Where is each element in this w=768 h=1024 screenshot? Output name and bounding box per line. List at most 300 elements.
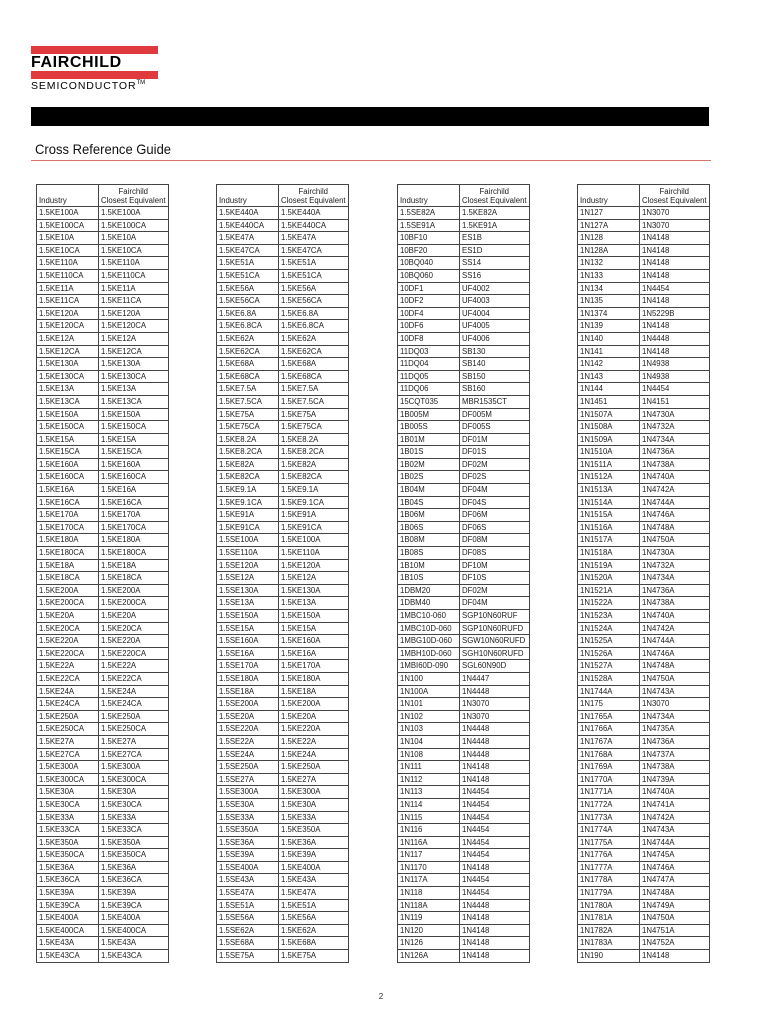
- table-row: [578, 874, 710, 887]
- fairchild-equivalent-cell: 1N4749A: [640, 899, 710, 912]
- table-row: [37, 937, 169, 950]
- fairchild-equivalent-cell: 1N4743A: [640, 824, 710, 837]
- table-row: [578, 534, 710, 547]
- fairchild-equivalent-cell: 1.5KE9.1A: [279, 484, 349, 497]
- fairchild-equivalent-cell: 1.5KE10A: [99, 232, 169, 245]
- industry-part-cell: 1.5KE7.5A: [217, 383, 279, 396]
- industry-part-cell: 1.5SE24A: [217, 748, 279, 761]
- industry-part-cell: 1N1768A: [578, 748, 640, 761]
- fairchild-equivalent-cell: 1N4148: [640, 244, 710, 257]
- table-row: [217, 559, 349, 572]
- table-row: [37, 521, 169, 534]
- industry-part-cell: 1.5KE120A: [37, 307, 99, 320]
- table-row: [578, 484, 710, 497]
- table-row: [578, 458, 710, 471]
- table-row: [398, 887, 530, 900]
- industry-part-cell: 1N102: [398, 710, 460, 723]
- page-number: 2: [378, 992, 384, 1001]
- industry-part-cell: 1.5KE16A: [37, 484, 99, 497]
- industry-part-cell: 1.5KE16CA: [37, 496, 99, 509]
- table-row: [578, 332, 710, 345]
- table-row: [398, 433, 530, 446]
- fairchild-equivalent-cell: 1.5KE160A: [279, 635, 349, 648]
- fairchild-equivalent-cell: 1.5KE440CA: [279, 219, 349, 232]
- table-row: [217, 861, 349, 874]
- table-row: [37, 861, 169, 874]
- industry-part-cell: 1N1514A: [578, 496, 640, 509]
- fairchild-equivalent-cell: 1.5KE250CA: [99, 723, 169, 736]
- fairchild-equivalent-cell: 1.5KE350A: [99, 836, 169, 849]
- industry-part-cell: 1.5KE250A: [37, 710, 99, 723]
- industry-part-cell: 1N127: [578, 207, 640, 220]
- fairchild-equivalent-cell: 1N4739A: [640, 773, 710, 786]
- fairchild-equivalent-cell: 1N4746A: [640, 509, 710, 522]
- table-row: [37, 735, 169, 748]
- industry-part-cell: 1.5KE36CA: [37, 874, 99, 887]
- fairchild-equivalent-cell: 1.5KE15A: [279, 622, 349, 635]
- industry-part-cell: 1.5SE33A: [217, 811, 279, 824]
- header-line-fairchild: Fairchild: [479, 187, 510, 196]
- industry-part-cell: 1N117: [398, 849, 460, 862]
- industry-part-cell: 1.5KE20A: [37, 610, 99, 623]
- fairchild-equivalent-cell: 1N4732A: [640, 421, 710, 434]
- table-header-row: [217, 185, 349, 207]
- fairchild-equivalent-cell: 1N4744A: [640, 496, 710, 509]
- industry-part-cell: 1B01S: [398, 446, 460, 459]
- fairchild-equivalent-cell: DF06S: [460, 521, 530, 534]
- table-row: [578, 383, 710, 396]
- fairchild-equivalent-cell: 1.5KE130A: [279, 584, 349, 597]
- industry-part-cell: 1.5SE13A: [217, 597, 279, 610]
- industry-part-cell: 1.5KE15A: [37, 433, 99, 446]
- table-row: [398, 269, 530, 282]
- table-row: [578, 735, 710, 748]
- industry-part-cell: 1.5SE30A: [217, 798, 279, 811]
- industry-part-cell: 1N1528A: [578, 672, 640, 685]
- table-row: [217, 509, 349, 522]
- fairchild-equivalent-cell: 1N4454: [640, 383, 710, 396]
- table-row: [37, 887, 169, 900]
- fairchild-equivalent-cell: 1N4448: [460, 723, 530, 736]
- fairchild-equivalent-cell: UF4005: [460, 320, 530, 333]
- table-row: [217, 937, 349, 950]
- column-header-industry: Industry: [217, 185, 279, 207]
- table-row: [578, 748, 710, 761]
- industry-part-cell: 1N139: [578, 320, 640, 333]
- table-row: [578, 572, 710, 585]
- table-row: [578, 597, 710, 610]
- industry-part-cell: 1.5KE12CA: [37, 345, 99, 358]
- fairchild-equivalent-cell: 1N4454: [460, 836, 530, 849]
- industry-part-cell: 1N1523A: [578, 610, 640, 623]
- fairchild-equivalent-cell: 1.5KE22A: [279, 735, 349, 748]
- fairchild-equivalent-cell: 1.5KE43A: [99, 937, 169, 950]
- industry-part-cell: 1N117A: [398, 874, 460, 887]
- table-row: [398, 773, 530, 786]
- fairchild-equivalent-cell: 1N4148: [640, 295, 710, 308]
- industry-part-cell: 1.5KE18CA: [37, 572, 99, 585]
- fairchild-equivalent-cell: 1N4448: [460, 735, 530, 748]
- industry-part-cell: 1.5KE170A: [37, 509, 99, 522]
- industry-part-cell: 1.5KE27A: [37, 735, 99, 748]
- table-row: [217, 232, 349, 245]
- fairchild-equivalent-cell: 1.5KE170A: [279, 660, 349, 673]
- table-row: [578, 320, 710, 333]
- table-row: [217, 786, 349, 799]
- industry-part-cell: 1.5SE51A: [217, 899, 279, 912]
- table-row: [578, 232, 710, 245]
- table-row: [37, 723, 169, 736]
- fairchild-equivalent-cell: 1N4730A: [640, 408, 710, 421]
- industry-part-cell: 1.5KE18A: [37, 559, 99, 572]
- industry-part-cell: 1.5KE82CA: [217, 471, 279, 484]
- fairchild-equivalent-cell: 1.5KE130CA: [99, 370, 169, 383]
- industry-part-cell: 11DQ05: [398, 370, 460, 383]
- industry-part-cell: 1.5SE75A: [217, 950, 279, 963]
- table-row: [578, 672, 710, 685]
- industry-part-cell: 1.5KE8.2A: [217, 433, 279, 446]
- industry-part-cell: 1N1765A: [578, 710, 640, 723]
- industry-part-cell: 1.5KE10A: [37, 232, 99, 245]
- industry-part-cell: 1B01M: [398, 433, 460, 446]
- industry-part-cell: 1.5KE56CA: [217, 295, 279, 308]
- table-row: [37, 786, 169, 799]
- industry-part-cell: 1.5SE130A: [217, 584, 279, 597]
- fairchild-equivalent-cell: 1.5KE150A: [99, 408, 169, 421]
- fairchild-equivalent-cell: SS16: [460, 269, 530, 282]
- industry-part-cell: 1N1517A: [578, 534, 640, 547]
- fairchild-equivalent-cell: 1.5KE9.1CA: [279, 496, 349, 509]
- table-row: [398, 458, 530, 471]
- industry-part-cell: 1.5KE12A: [37, 332, 99, 345]
- industry-part-cell: 1.5SE150A: [217, 610, 279, 623]
- cross-reference-table-2: [216, 184, 349, 963]
- fairchild-equivalent-cell: 1.5KE11CA: [99, 295, 169, 308]
- table-row: [217, 458, 349, 471]
- table-row: [37, 358, 169, 371]
- industry-part-cell: 1.5KE56A: [217, 282, 279, 295]
- fairchild-equivalent-cell: 1.5KE18A: [99, 559, 169, 572]
- table-row: [37, 232, 169, 245]
- industry-part-cell: 1N135: [578, 295, 640, 308]
- industry-part-cell: 11DQ04: [398, 358, 460, 371]
- industry-part-cell: 10BQ060: [398, 269, 460, 282]
- table-row: [398, 559, 530, 572]
- industry-part-cell: 1.5KE13A: [37, 383, 99, 396]
- fairchild-equivalent-cell: 1.5KE82A: [460, 207, 530, 220]
- table-row: [217, 748, 349, 761]
- industry-part-cell: 11DQ03: [398, 345, 460, 358]
- table-row: [217, 219, 349, 232]
- industry-part-cell: 1.5SE22A: [217, 735, 279, 748]
- page-title: Cross Reference Guide: [35, 141, 172, 157]
- table-row: [578, 849, 710, 862]
- table-row: [37, 912, 169, 925]
- fairchild-equivalent-cell: 1.5KE100A: [279, 534, 349, 547]
- industry-part-cell: 1N1527A: [578, 660, 640, 673]
- table-row: [37, 748, 169, 761]
- industry-part-cell: 1.5SE250A: [217, 761, 279, 774]
- fairchild-equivalent-cell: 1N4148: [640, 345, 710, 358]
- fairchild-equivalent-cell: 1N4454: [460, 786, 530, 799]
- fairchild-equivalent-cell: 1.5KE56A: [279, 282, 349, 295]
- table-row: [217, 534, 349, 547]
- column-header-industry: Industry: [398, 185, 460, 207]
- industry-part-cell: 1.5KE24CA: [37, 698, 99, 711]
- fairchild-equivalent-cell: 1N4148: [640, 950, 710, 963]
- fairchild-equivalent-cell: 1.5KE440A: [279, 207, 349, 220]
- fairchild-equivalent-cell: 1.5KE16A: [279, 647, 349, 660]
- table-row: [398, 547, 530, 560]
- industry-part-cell: 1.5KE110CA: [37, 269, 99, 282]
- fairchild-equivalent-cell: UF4006: [460, 332, 530, 345]
- fairchild-equivalent-cell: 1N4744A: [640, 836, 710, 849]
- industry-part-cell: 1N134: [578, 282, 640, 295]
- fairchild-equivalent-cell: 1.5KE39A: [279, 849, 349, 862]
- industry-part-cell: 1.5KE300CA: [37, 773, 99, 786]
- fairchild-equivalent-cell: 1N4740A: [640, 610, 710, 623]
- industry-part-cell: 1N113: [398, 786, 460, 799]
- table-row: [398, 307, 530, 320]
- table-row: [37, 320, 169, 333]
- table-row: [398, 257, 530, 270]
- industry-part-cell: 1.5KE170CA: [37, 521, 99, 534]
- table-row: [217, 647, 349, 660]
- table-row: [578, 924, 710, 937]
- table-row: [398, 383, 530, 396]
- table-row: [37, 257, 169, 270]
- fairchild-equivalent-cell: 1.5KE150A: [279, 610, 349, 623]
- table-row: [37, 572, 169, 585]
- table-row: [398, 358, 530, 371]
- industry-part-cell: 1.5KE11CA: [37, 295, 99, 308]
- fairchild-equivalent-cell: 1.5KE33CA: [99, 824, 169, 837]
- fairchild-equivalent-cell: 1.5KE75A: [279, 408, 349, 421]
- header-black-bar: [31, 107, 709, 126]
- fairchild-equivalent-cell: 1N4148: [460, 937, 530, 950]
- logo-bar-bottom: [31, 71, 158, 79]
- fairchild-equivalent-cell: 1.5KE11A: [99, 282, 169, 295]
- table-row: [578, 421, 710, 434]
- table-row: [217, 320, 349, 333]
- table-row: [578, 269, 710, 282]
- industry-part-cell: 1N101: [398, 698, 460, 711]
- industry-part-cell: 1N1515A: [578, 509, 640, 522]
- table-row: [217, 660, 349, 673]
- fairchild-equivalent-cell: SGH10N60RUFD: [460, 647, 530, 660]
- table-row: [578, 861, 710, 874]
- table-row: [217, 798, 349, 811]
- industry-part-cell: 1N141: [578, 345, 640, 358]
- industry-part-cell: 1.5SE16A: [217, 647, 279, 660]
- fairchild-equivalent-cell: 1N4151: [640, 395, 710, 408]
- table-row: [217, 950, 349, 963]
- fairchild-equivalent-cell: 1.5KE36A: [99, 861, 169, 874]
- table-row: [398, 395, 530, 408]
- fairchild-equivalent-cell: 1N4448: [640, 332, 710, 345]
- fairchild-equivalent-cell: 1.5KE170A: [99, 509, 169, 522]
- industry-part-cell: 10DF2: [398, 295, 460, 308]
- cross-reference-table-4: [577, 184, 710, 963]
- industry-part-cell: 1.5KE6.8CA: [217, 320, 279, 333]
- table-row: [217, 698, 349, 711]
- industry-part-cell: 1N127A: [578, 219, 640, 232]
- fairchild-equivalent-cell: 1.5KE22A: [99, 660, 169, 673]
- fairchild-equivalent-cell: DF04S: [460, 496, 530, 509]
- fairchild-equivalent-cell: SGP10N60RUF: [460, 610, 530, 623]
- table-row: [217, 912, 349, 925]
- table-row: [37, 773, 169, 786]
- table-row: [578, 811, 710, 824]
- industry-part-cell: 10BF20: [398, 244, 460, 257]
- industry-part-cell: 1.5KE300A: [37, 761, 99, 774]
- table-row: [398, 446, 530, 459]
- logo-bar-top: [31, 46, 158, 54]
- table-row: [37, 345, 169, 358]
- industry-part-cell: 1.5SE82A: [398, 207, 460, 220]
- table-row: [398, 496, 530, 509]
- table-row: [37, 219, 169, 232]
- table-row: [578, 798, 710, 811]
- industry-part-cell: 1N1780A: [578, 899, 640, 912]
- fairchild-equivalent-cell: DF10S: [460, 572, 530, 585]
- industry-part-cell: 10DF8: [398, 332, 460, 345]
- industry-part-cell: 1N142: [578, 358, 640, 371]
- fairchild-equivalent-cell: 1.5KE33A: [279, 811, 349, 824]
- fairchild-equivalent-cell: 1.5KE350CA: [99, 849, 169, 862]
- fairchild-equivalent-cell: 1N4748A: [640, 521, 710, 534]
- industry-part-cell: 1.5SE62A: [217, 924, 279, 937]
- industry-part-cell: 1.5SE39A: [217, 849, 279, 862]
- table-row: [578, 395, 710, 408]
- table-row: [217, 433, 349, 446]
- table-row: [398, 610, 530, 623]
- table-row: [398, 370, 530, 383]
- table-row: [217, 824, 349, 837]
- table-row: [578, 408, 710, 421]
- table-row: [398, 761, 530, 774]
- industry-part-cell: 10DF4: [398, 307, 460, 320]
- industry-part-cell: 1.5KE160CA: [37, 471, 99, 484]
- industry-part-cell: 1.5KE160A: [37, 458, 99, 471]
- table-row: [37, 295, 169, 308]
- fairchild-equivalent-cell: 1.5KE30CA: [99, 798, 169, 811]
- fairchild-equivalent-cell: 1N4734A: [640, 572, 710, 585]
- industry-part-cell: 1.5KE51CA: [217, 269, 279, 282]
- fairchild-equivalent-cell: 1.5KE110A: [279, 547, 349, 560]
- table-row: [578, 559, 710, 572]
- industry-part-cell: 1N1520A: [578, 572, 640, 585]
- fairchild-equivalent-cell: 1N4737A: [640, 748, 710, 761]
- table-row: [398, 572, 530, 585]
- table-row: [398, 534, 530, 547]
- fairchild-equivalent-cell: 1.5KE20A: [99, 610, 169, 623]
- industry-part-cell: 1.5KE68CA: [217, 370, 279, 383]
- table-row: [217, 849, 349, 862]
- industry-part-cell: 1.5KE400A: [37, 912, 99, 925]
- industry-part-cell: 1N116A: [398, 836, 460, 849]
- fairchild-equivalent-cell: 1.5KE170CA: [99, 521, 169, 534]
- column-header-fairchild-equivalent: [640, 185, 710, 207]
- fairchild-equivalent-cell: 1.5KE300A: [99, 761, 169, 774]
- table-row: [578, 610, 710, 623]
- fairchild-equivalent-cell: 1.5KE75CA: [279, 421, 349, 434]
- fairchild-equivalent-cell: 1.5KE51CA: [279, 269, 349, 282]
- fairchild-equivalent-cell: 1.5KE62CA: [279, 345, 349, 358]
- industry-part-cell: 1.5KE200CA: [37, 597, 99, 610]
- industry-part-cell: 1N143: [578, 370, 640, 383]
- fairchild-equivalent-cell: 1N4730A: [640, 547, 710, 560]
- industry-part-cell: 1.5KE130CA: [37, 370, 99, 383]
- table-row: [217, 672, 349, 685]
- industry-part-cell: 1.5KE400CA: [37, 924, 99, 937]
- table-row: [217, 710, 349, 723]
- table-row: [578, 358, 710, 371]
- table-row: [37, 698, 169, 711]
- fairchild-equivalent-cell: SS14: [460, 257, 530, 270]
- industry-part-cell: 1MBI60D-090: [398, 660, 460, 673]
- table-row: [37, 924, 169, 937]
- industry-part-cell: 1.5KE100A: [37, 207, 99, 220]
- table-row: [217, 484, 349, 497]
- industry-part-cell: 1.5KE440CA: [217, 219, 279, 232]
- fairchild-equivalent-cell: 1.5KE47CA: [279, 244, 349, 257]
- industry-part-cell: 1.5KE75CA: [217, 421, 279, 434]
- fairchild-equivalent-cell: 1.5KE36CA: [99, 874, 169, 887]
- table-row: [578, 786, 710, 799]
- fairchild-equivalent-cell: 1.5KE200A: [99, 584, 169, 597]
- industry-part-cell: 1.5KE22A: [37, 660, 99, 673]
- industry-part-cell: 1N1772A: [578, 798, 640, 811]
- fairchild-equivalent-cell: 1.5KE56CA: [279, 295, 349, 308]
- fairchild-equivalent-cell: 1.5KE8.2CA: [279, 446, 349, 459]
- industry-part-cell: 1.5KE130A: [37, 358, 99, 371]
- fairchild-equivalent-cell: 1.5KE350A: [279, 824, 349, 837]
- fairchild-equivalent-cell: 1.5KE68A: [279, 358, 349, 371]
- industry-part-cell: 1.5SE120A: [217, 559, 279, 572]
- fairchild-equivalent-cell: 1.5KE220CA: [99, 647, 169, 660]
- table-row: [37, 584, 169, 597]
- header-line-fairchild: Fairchild: [659, 187, 690, 196]
- fairchild-equivalent-cell: 1N4148: [640, 257, 710, 270]
- table-row: [398, 521, 530, 534]
- table-row: [578, 647, 710, 660]
- table-row: [398, 295, 530, 308]
- table-row: [578, 836, 710, 849]
- industry-part-cell: 1.5KE75A: [217, 408, 279, 421]
- table-row: [398, 635, 530, 648]
- table-row: [37, 761, 169, 774]
- column-header-industry: Industry: [37, 185, 99, 207]
- industry-part-cell: 1.5KE110A: [37, 257, 99, 270]
- industry-part-cell: 1.5KE350A: [37, 836, 99, 849]
- industry-part-cell: 1.5KE15CA: [37, 446, 99, 459]
- table-header-row: [578, 185, 710, 207]
- fairchild-equivalent-cell: UF4004: [460, 307, 530, 320]
- fairchild-equivalent-cell: 1.5KE100A: [99, 207, 169, 220]
- fairchild-equivalent-cell: 1.5KE68A: [279, 937, 349, 950]
- industry-part-cell: 1N1775A: [578, 836, 640, 849]
- industry-part-cell: 1.5SE100A: [217, 534, 279, 547]
- table-row: [578, 824, 710, 837]
- table-row: [398, 660, 530, 673]
- industry-part-cell: 1.5KE33A: [37, 811, 99, 824]
- table-row: [398, 408, 530, 421]
- industry-part-cell: 1.5SE110A: [217, 547, 279, 560]
- industry-part-cell: 1B10M: [398, 559, 460, 572]
- industry-part-cell: 1.5KE24A: [37, 685, 99, 698]
- table-row: [217, 446, 349, 459]
